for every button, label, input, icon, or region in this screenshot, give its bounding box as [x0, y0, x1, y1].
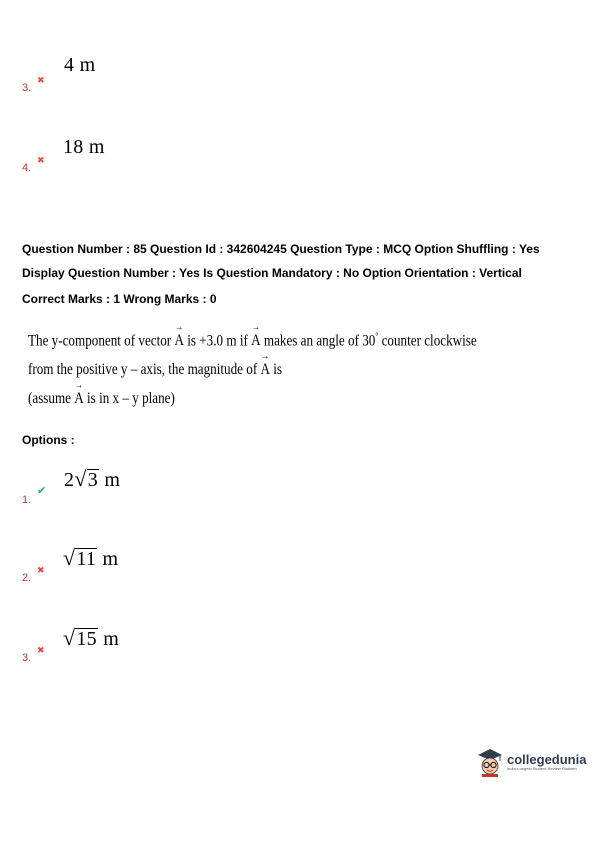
option-3-number: 3. — [22, 652, 32, 664]
degree-symbol: ° — [375, 331, 379, 341]
option-2-text — [63, 545, 118, 571]
vector-a: → A — [251, 326, 260, 355]
cross-icon: ✖ — [37, 155, 45, 165]
sqrt-symbol: √11 — [63, 545, 97, 570]
vector-a: → A — [74, 384, 83, 413]
question-stem-line-1 — [28, 322, 477, 355]
logo-name: collegedunia — [507, 751, 587, 767]
mascot-icon — [476, 747, 504, 777]
sqrt-symbol: √15 — [63, 625, 97, 650]
option-radicand: 15 — [76, 628, 97, 650]
stem-text: makes an angle of 30 — [263, 332, 376, 350]
stem-text: The y-component of vector — [28, 332, 172, 350]
question-marks: Correct Marks : 1 Wrong Marks : 0 — [22, 292, 217, 306]
options-label: Options : — [22, 433, 75, 447]
option-1-text — [64, 466, 120, 492]
option-unit: m — [103, 628, 120, 650]
vector-a: → A — [174, 326, 183, 355]
question-stem — [28, 322, 477, 413]
option-radicand: 3 — [87, 469, 98, 491]
stem-text: counter clockwise — [381, 332, 477, 350]
option-unit: m — [102, 548, 119, 570]
stem-text: (assume — [28, 390, 71, 408]
option-radicand: 11 — [76, 548, 97, 570]
stem-text: is in x – y plane) — [87, 390, 175, 408]
cross-icon: ✖ — [37, 645, 45, 655]
prev-option-3-number: 3. — [22, 82, 32, 94]
stem-text: is — [273, 361, 282, 379]
option-3-text — [63, 625, 119, 651]
option-2-number: 2. — [22, 572, 32, 584]
question-stem-line-2 — [28, 355, 477, 384]
prev-option-4-text: 18 m — [63, 136, 105, 158]
prev-option-3-text: 4 m — [64, 54, 96, 76]
collegedunia-logo — [476, 747, 586, 777]
cross-icon: ✖ — [37, 565, 45, 575]
question-stem-line-3 — [28, 384, 477, 413]
vector-a: → A — [260, 355, 269, 384]
stem-text: from the positive y – axis, the magnitude of — [28, 361, 258, 379]
checkmark-icon: ✔ — [37, 485, 47, 497]
cross-icon: ✖ — [37, 75, 45, 85]
option-unit: m — [104, 469, 121, 491]
prev-option-4-number: 4. — [22, 162, 32, 174]
option-coefficient: 2 — [64, 469, 75, 491]
question-meta-line-2: Display Question Number : Yes Is Question Mandatory : No Option Orientation : Vertical — [22, 266, 522, 280]
sqrt-symbol: √3 — [74, 466, 98, 491]
logo-tagline: India's largest Student Review Platform — [507, 765, 577, 771]
option-1-number: 1. — [22, 494, 32, 506]
stem-text: is +3.0 m if — [187, 332, 248, 350]
question-meta-line-1: Question Number : 85 Question Id : 342604245 Question Type : MCQ Option Shuffling : Yes — [22, 242, 540, 256]
